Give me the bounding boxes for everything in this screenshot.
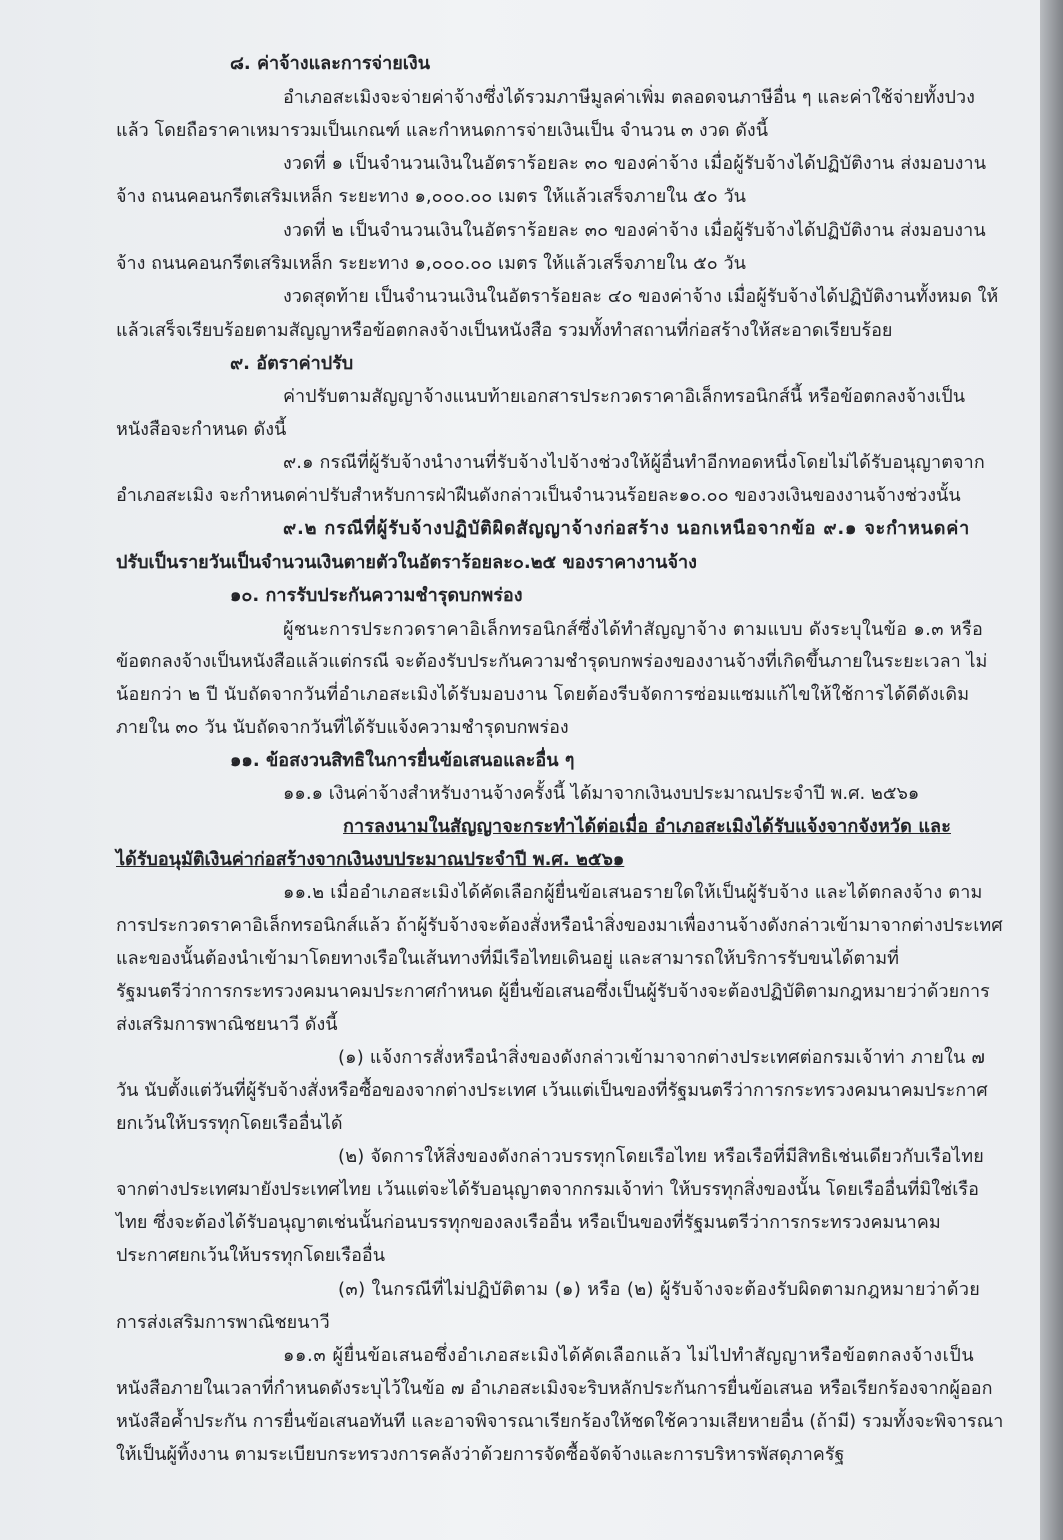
body-line-39: การส่งเสริมการพาณิชยนาวี — [116, 1312, 330, 1333]
body-line-27: การประกวดราคาอิเล็กทรอนิกส์แล้ว ถ้าผู้รับจ้างจะต้องสั่งหรือนำสิ่งของมาเพื่องานจ้างดังกล่าวเข้ามาจากต่างประเทศ — [116, 915, 1003, 936]
heading-line-16: ปรับเป็นรายวันเป็นจำนวนเงินตายตัวในอัตราร้อยละ๐.๒๕ ของราคางานจ้าง — [116, 552, 697, 573]
body-line-2: อำเภอสะเมิงจะจ่ายค่าจ้างซึ่งได้รวมภาษีมูลค่าเพิ่ม ตลอดจนภาษีอื่น ๆ และค่าใช้จ่ายทั้งปวง — [283, 87, 975, 108]
body-line-5: จ้าง ถนนคอนกรีตเสริมเหล็ก ระยะทาง ๑,๐๐๐.๐๐ เมตร ให้แล้วเสร็จภายใน ๕๐ วัน — [116, 186, 746, 207]
body-line-43: ให้เป็นผู้ทิ้งงาน ตามระเบียบกระทรวงการคลังว่าด้วยการจัดซื้อจัดจ้างและการบริหารพัสดุภาครัฐ — [116, 1444, 845, 1465]
body-line-34: (๒) จัดการให้สิ่งของดังกล่าวบรรทุกโดยเรือไทย หรือเรือที่มีสิทธิเช่นเดียวกับเรือไทย — [338, 1146, 984, 1167]
body-line-4: งวดที่ ๑ เป็นจำนวนเงินในอัตราร้อยละ ๓๐ ของค่าจ้าง เมื่อผู้รับจ้างได้ปฏิบัติงาน ส่งมอบงาน — [283, 153, 987, 174]
body-line-6: งวดที่ ๒ เป็นจำนวนเงินในอัตราร้อยละ ๓๐ ของค่าจ้าง เมื่อผู้รับจ้างได้ปฏิบัติงาน ส่งมอบงาน — [283, 220, 986, 241]
body-line-7: จ้าง ถนนคอนกรีตเสริมเหล็ก ระยะทาง ๑,๐๐๐.๐๐ เมตร ให้แล้วเสร็จภายใน ๕๐ วัน — [116, 253, 746, 274]
body-line-14: อำเภอสะเมิง จะกำหนดค่าปรับสำหรับการฝ่าฝืนดังกล่าวเป็นจำนวนร้อยละ๑๐.๐๐ ของวงเงินของงานจ้างช่วงนั้น — [116, 485, 961, 506]
body-line-28: และของนั้นต้องนำเข้ามาโดยทางเรือในเส้นทางที่มีเรือไทยเดินอยู่ และสามารถให้บริการรับขนได้ตามที่ — [116, 948, 900, 969]
heading-line-25: ได้รับอนุมัติเงินค่าก่อสร้างจากเงินงบประมาณประจำปี พ.ศ. ๒๕๖๑ — [116, 849, 625, 870]
body-line-36: ไทย ซึ่งจะต้องได้รับอนุญาตเช่นนั้นก่อนบรรทุกของลงเรืออื่น หรือเป็นของที่รัฐมนตรีว่าการกระทรวงคมนาคม — [116, 1212, 941, 1233]
page-edge-shadow — [1040, 0, 1063, 1540]
body-line-21: ภายใน ๓๐ วัน นับถัดจากวันที่ได้รับแจ้งความชำรุดบกพร่อง — [116, 717, 569, 738]
heading-line-22: ๑๑. ข้อสงวนสิทธิในการยื่นข้อเสนอและอื่น ๆ — [230, 750, 575, 771]
body-line-9: แล้วเสร็จเรียบร้อยตามสัญญาหรือข้อตกลงจ้างเป็นหนังสือ รวมทั้งทำสถานที่ก่อสร้างให้สะอาดเรียบร้อย — [116, 320, 893, 341]
body-line-40: ๑๑.๓ ผู้ยื่นข้อเสนอซึ่งอำเภอสะเมิงได้คัดเลือกแล้ว ไม่ไปทำสัญญาหรือข้อตกลงจ้างเป็น — [283, 1345, 975, 1366]
body-line-32: วัน นับตั้งแต่วันที่ผู้รับจ้างสั่งหรือซื้อของจากต่างประเทศ เว้นแต่เป็นของที่รัฐมนตรีว่าการกระทรวงคมนาคมประกาศ — [116, 1080, 988, 1101]
body-line-30: ส่งเสริมการพาณิชยนาวี ดังนี้ — [116, 1014, 338, 1035]
body-line-35: จากต่างประเทศมายังประเทศไทย เว้นแต่จะได้รับอนุญาตจากกรมเจ้าท่า ให้บรรทุกสิ่งของนั้น โดยเรืออื่นที่มิใช่เรือ — [116, 1179, 979, 1200]
heading-line-15: ๙.๒ กรณีที่ผู้รับจ้างปฏิบัติผิดสัญญาจ้างก่อสร้าง นอกเหนือจากข้อ ๙.๑ จะกำหนดค่า — [283, 518, 971, 539]
body-line-18: ผู้ชนะการประกวดราคาอิเล็กทรอนิกส์ซึ่งได้ทำสัญญาจ้าง ตามแบบ ดังระบุในข้อ ๑.๓ หรือ — [283, 619, 984, 640]
body-line-8: งวดสุดท้าย เป็นจำนวนเงินในอัตราร้อยละ ๔๐ ของค่าจ้าง เมื่อผู้รับจ้างได้ปฏิบัติงานทั้งหมด ให้ — [283, 286, 999, 307]
body-line-38: (๓) ในกรณีที่ไม่ปฏิบัติตาม (๑) หรือ (๒) ผู้รับจ้างจะต้องรับผิดตามกฎหมายว่าด้วย — [338, 1279, 981, 1300]
body-line-29: รัฐมนตรีว่าการกระทรวงคมนาคมประกาศกำหนด ผู้ยื่นข้อเสนอซึ่งเป็นผู้รับจ้างจะต้องปฏิบัติตามกฎหมายว่าด้วยการ — [116, 981, 990, 1002]
body-line-19: ข้อตกลงจ้างเป็นหนังสือแล้วแต่กรณี จะต้องรับประกันความชำรุดบกพร่องของงานจ้างที่เกิดขึ้นภายในระยะเวลา ไม่ — [116, 651, 988, 672]
body-line-13: ๙.๑ กรณีที่ผู้รับจ้างนำงานที่รับจ้างไปจ้างช่วงให้ผู้อื่นทำอีกทอดหนึ่งโดยไม่ได้รับอนุญาตจาก — [283, 452, 985, 473]
body-line-12: หนังสือจะกำหนด ดังนี้ — [116, 419, 287, 440]
body-line-3: แล้ว โดยถือราคาเหมารวมเป็นเกณฑ์ และกำหนดการจ่ายเงินเป็น จำนวน ๓ งวด ดังนี้ — [116, 120, 769, 141]
body-line-23: ๑๑.๑ เงินค่าจ้างสำหรับงานจ้างครั้งนี้ ได้มาจากเงินงบประมาณประจำปี พ.ศ. ๒๕๖๑ — [283, 783, 920, 804]
heading-line-1: ๘. ค่าจ้างและการจ่ายเงิน — [230, 53, 431, 74]
body-line-11: ค่าปรับตามสัญญาจ้างแนบท้ายเอกสารประกวดราคาอิเล็กทรอนิกส์นี้ หรือข้อตกลงจ้างเป็น — [283, 386, 966, 407]
heading-line-17: ๑๐. การรับประกันความชำรุดบกพร่อง — [230, 585, 523, 606]
body-line-31: (๑) แจ้งการสั่งหรือนำสิ่งของดังกล่าวเข้ามาจากต่างประเทศต่อกรมเจ้าท่า ภายใน ๗ — [338, 1047, 986, 1068]
body-line-26: ๑๑.๒ เมื่ออำเภอสะเมิงได้คัดเลือกผู้ยื่นข้อเสนอรายใดให้เป็นผู้รับจ้าง และได้ตกลงจ้าง ตาม — [283, 882, 983, 903]
body-line-33: ยกเว้นให้บรรทุกโดยเรืออื่นได้ — [116, 1113, 343, 1134]
body-line-42: หนังสือค้ำประกัน การยื่นข้อเสนอทันที และอาจพิจารณาเรียกร้องให้ชดใช้ความเสียหายอื่น (ถ้ามี) รวมทั้งจะพิจารณา — [116, 1411, 1004, 1432]
heading-line-24: การลงนามในสัญญาจะกระทำได้ต่อเมื่อ อำเภอสะเมิงได้รับแจ้งจากจังหวัด และ — [343, 816, 951, 837]
heading-line-10: ๙. อัตราค่าปรับ — [230, 353, 354, 374]
body-line-41: หนังสือภายในเวลาที่กำหนดดังระบุไว้ในข้อ ๗ อำเภอสะเมิงจะริบหลักประกันการยื่นข้อเสนอ หรือเรียกร้องจากผู้ออก — [116, 1378, 993, 1399]
body-line-20: น้อยกว่า ๒ ปี นับถัดจากวันที่อำเภอสะเมิงได้รับมอบงาน โดยต้องรีบจัดการซ่อมแซมแก้ไขให้ใช้การได้ดีดังเดิม — [116, 684, 970, 705]
body-line-37: ประกาศยกเว้นให้บรรทุกโดยเรืออื่น — [116, 1245, 386, 1266]
